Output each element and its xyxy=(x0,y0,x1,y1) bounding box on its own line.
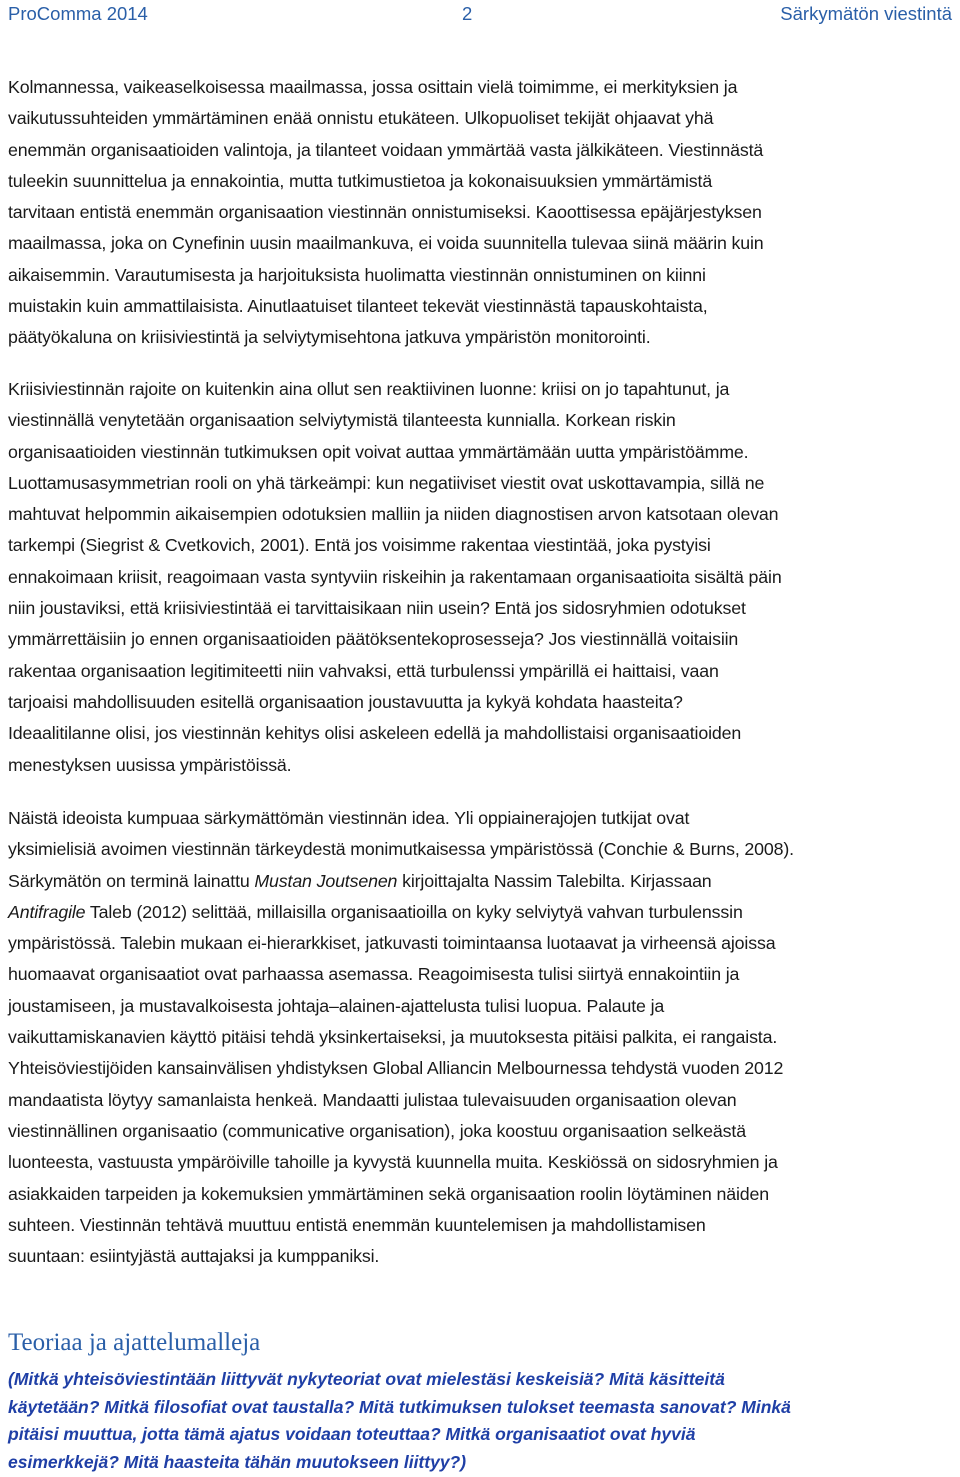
page-number: 2 xyxy=(462,3,473,24)
text-segment: kirjoittajalta Nassim Talebilta. Kirjassaan xyxy=(397,870,712,891)
text-line: menestyksen uusissa ympäristöissä. xyxy=(8,754,292,775)
text-line: suuntaan: esiintyjästä auttajaksi ja kumppaniksi. xyxy=(8,1246,380,1267)
text-line: mandaatista löytyy samanlaista henkeä. Mandaatti julistaa tulevaisuuden organisaation olevan xyxy=(8,1089,737,1110)
paragraph-1 xyxy=(8,72,958,354)
text-line: muistakin kuin ammattilaisista. Ainutlaatuiset tilanteet tekevät viestinnästä tapauskohtaista, xyxy=(8,296,708,317)
text-line: joustamiseen, ja mustavalkoisesta johtaja–alainen-ajattelusta tulisi luopua. Palaute ja xyxy=(8,995,665,1016)
guidance-questions xyxy=(8,1366,958,1476)
text-line: Näistä ideoista kumpuaa särkymättömän viestinnän idea. Yli oppiainerajojen tutkijat ovat xyxy=(8,808,690,828)
text-line: suhteen. Viestinnän tehtävä muuttuu entistä enemmän kuuntelemisen ja mahdollistamisen xyxy=(8,1214,706,1235)
text-line: viestinnällinen organisaatio (communicative organisation), joka koostuu organisaation selkeästä xyxy=(8,1120,746,1141)
text-line: yksimielisiä avoimen viestinnän tärkeydestä monimutkaisessa ympäristössä (Conchie & Burns, 2008). xyxy=(8,839,794,860)
text-line: viestinnällä venytetään organisaation selviytymistä tilanteesta kunnialla. Korkean riskin xyxy=(8,410,676,431)
header-right: Särkymätön viestintä xyxy=(780,3,952,24)
text-line: päätyökaluna on kriisiviestintä ja selviytymisehtona jatkuva ympäristön monitorointi. xyxy=(8,327,651,348)
book-title-finnish: Mustan Joutsenen xyxy=(254,870,398,891)
text-line: ympäristössä. Talebin mukaan ei-hierarkkiset, jatkuvasti toimintaansa luotaavat ja virheensä ajoissa xyxy=(8,933,776,954)
text-segment: Taleb (2012) selittää, millaisilla organisaatioilla on kyky selviytyä vahvan turbulenssin xyxy=(85,901,743,922)
text-line: tuleekin suunnittelua ja ennakointia, mutta tutkimustietoa ja kokonaisuuksien ymmärtämistä xyxy=(8,170,713,191)
page-header xyxy=(0,0,960,28)
text-line: luonteesta, vastuusta ympäröiville tahoille ja kyvystä kuunnella muita. Keskiössä on sidosryhmien ja xyxy=(8,1152,778,1173)
text-line: mahtuvat helpommin aikaisempien odotuksien malliin ja niiden diagnostisen arvon katsotaan olevan xyxy=(8,504,779,525)
question-line: käytetään? Mitkä filosofiat ovat taustalla? Mitä tutkimuksen tulokset teemasta sanovat? Minkä xyxy=(8,1396,791,1417)
text-line: ennakoimaan kriisit, reagoimaan vasta syntyviin riskeihin ja rakentamaan organisaatioita sisältä päin xyxy=(8,566,782,587)
text-line: Yhteisöviestijöiden kansainvälisen yhdistyksen Global Alliancin Melbournessa tehdystä vuoden 2012 xyxy=(8,1058,784,1079)
text-line: huomaavat organisaatiot ovat parhaassa asemassa. Reagoimisesta tulisi siirtyä ennakointiin ja xyxy=(8,964,740,985)
text-segment: Särkymätön on terminä lainattu xyxy=(8,870,255,891)
text-line: Luottamusasymmetrian rooli on yhä tärkeämpi: kun negatiiviset viestit ovat uskottavampia, sillä ne xyxy=(8,472,765,493)
question-line: (Mitkä yhteisöviestintään liittyvät nykyteoriat ovat mielestäsi keskeisiä? Mitä käsitteitä xyxy=(8,1369,725,1389)
text-line: tarjoaisi mahdollisuuden esitellä organisaation joustavuutta ja kykyä kohdata haasteita? xyxy=(8,691,683,712)
question-line: pitäisi muuttua, jotta tämä ajatus voidaan toteuttaa? Mitkä organisaatiot ovat hyviä xyxy=(8,1424,696,1444)
text-line: aikaisemmin. Varautumisesta ja harjoituksista huolimatta viestinnän onnistuminen on kiinni xyxy=(8,264,706,285)
text-line: enemmän organisaatioiden valintoja, ja tilanteet voidaan ymmärtää vasta jälkikäteen. Viestinnästä xyxy=(8,139,764,160)
book-title-antifragile: Antifragile xyxy=(8,901,86,922)
text-line xyxy=(8,866,958,897)
text-line: ymmärrettäisiin jo ennen organisaatioiden päätöksentekoprosesseja? Jos viestinnällä voitaisiin xyxy=(8,629,739,650)
question-line: esimerkkejä? Mitä haasteita tähän muutokseen liittyy?) xyxy=(8,1451,467,1472)
header-left: ProComma 2014 xyxy=(8,3,148,24)
text-line: vaikuttamiskanavien käyttö pitäisi tehdä yksinkertaiseksi, ja muutoksesta pitäisi palkita, ei rangaista. xyxy=(8,1027,778,1048)
text-line: maailmassa, joka on Cynefinin uusin maailmankuva, ei voida suunnitella tulevaa siinä määrin kuin xyxy=(8,233,764,254)
paragraph-2 xyxy=(8,374,958,781)
text-line: organisaatioiden viestinnän tutkimuksen opit voivat auttaa ymmärtämään uutta ympäristöämme. xyxy=(8,441,749,462)
text-line: asiakkaiden tarpeiden ja kokemuksien ymmärtäminen sekä organisaation roolin löytäminen näiden xyxy=(8,1183,769,1204)
text-line: tarkempi (Siegrist & Cvetkovich, 2001). Entä jos voisimme rakentaa viestintää, joka pystyisi xyxy=(8,535,711,556)
section-heading: Teoriaa ja ajattelumalleja xyxy=(8,1329,261,1356)
text-line: niin joustaviksi, että kriisiviestintää ei tarvittaisikaan niin usein? Entä jos sidosryhmien odotukset xyxy=(8,598,746,619)
text-line: Kolmannessa, vaikeaselkoisessa maailmassa, jossa osittain vielä toimimme, ei merkityksien ja xyxy=(8,77,738,97)
paragraph-3 xyxy=(8,803,958,1272)
text-line: tarvitaan entistä enemmän organisaation viestinnän onnistumiseksi. Kaoottisessa epäjärjestyksen xyxy=(8,202,762,223)
text-line xyxy=(8,897,958,928)
text-line: vaikutussuhteiden ymmärtäminen enää onnistu etukäteen. Ulkopuoliset tekijät ohjaavat yhä xyxy=(8,108,714,129)
text-line: rakentaa organisaation legitimiteetti niin vahvaksi, että turbulenssi ympärillä ei haittaisi, vaan xyxy=(8,660,719,681)
text-line: Kriisiviestinnän rajoite on kuitenkin aina ollut sen reaktiivinen luonne: kriisi on jo tapahtunut, ja xyxy=(8,379,730,399)
text-line: Ideaalitilanne olisi, jos viestinnän kehitys olisi askeleen edellä ja mahdollistaisi organisaatioiden xyxy=(8,723,742,744)
